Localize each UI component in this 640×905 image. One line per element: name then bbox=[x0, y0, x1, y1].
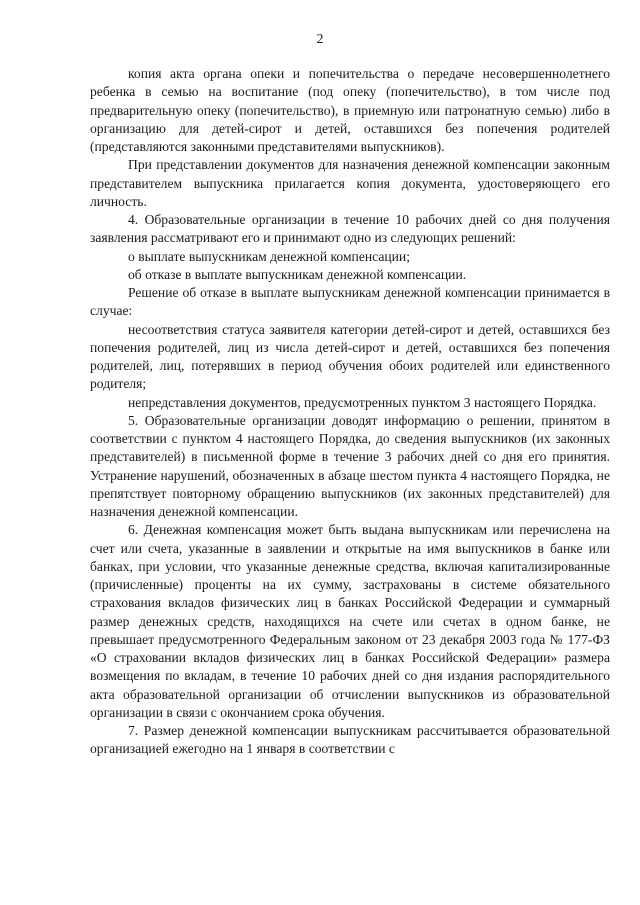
paragraph-decision-payment: о выплате выпускникам денежной компенсации; bbox=[128, 248, 410, 264]
paragraph-decision-refusal: об отказе в выплате выпускникам денежной компенсации. bbox=[128, 266, 467, 282]
paragraph-representative-id: При представлении документов для назначения денежной компенсации законным представителем выпускника прилагается копия документа, удостоверяющего его личность. bbox=[90, 157, 610, 209]
paragraph-status-mismatch: несоответствия статуса заявителя категории детей-сирот и детей, оставшихся без попечения родителей, лиц из числа детей-сирот и детей, оставшихся без попечения родителей, лиц, потерявших в период обучения обоих родителей или единственного родителя; bbox=[90, 321, 610, 392]
document-body bbox=[90, 65, 610, 759]
paragraph-guardianship-act-copy: копия акта органа опеки и попечительства о передаче несовершеннолетнего ребенка в семью на воспитание (под опеку (попечительство), в том числе под предварительную опеку (попечительство), в приемную или патронатную семью) либо в организацию для детей-сирот и детей, оставшихся без попечения родителей (представляются законными представителями выпускников). bbox=[90, 66, 610, 154]
paragraph-item-6: 6. Денежная компенсация может быть выдана выпускникам или перечислена на счет или счета, указанные в заявлении и открытые на имя выпускников в банке или банках, при условии, что указанные денежные средства, включая капитализированные (причисленные) проценты на их сумму, застрахованы в системе обязательного страхования вкладов физических лиц в банках Российской Федерации и суммарный размер денежных средств, находящихся на счете или счетах в одном банке, не превышает предусмотренного Федеральным законом от 23 декабря 2003 года № 177-ФЗ «О страховании вкладов физических лиц в банках Российской Федерации» размера возмещения по вкладам, в течение 10 рабочих дней со дня издания распорядительного акта образовательной организации об отчислении выпускников из образовательной организации в связи с окончанием срока обучения. bbox=[90, 522, 610, 720]
paragraph-item-7: 7. Размер денежной компенсации выпускникам рассчитывается образовательной организацией ежегодно на 1 января в соответствии с bbox=[90, 723, 610, 757]
paragraph-item-5: 5. Образовательные организации доводят информацию о решении, принятом в соответствии с пунктом 4 настоящего Порядка, до сведения выпускников (их законных представителей) в письменной форме в течение 3 рабочих дней со дня его принятия. Устранение нарушений, обозначенных в абзаце шестом пункта 4 настоящего Порядка, не препятствует повторному обращению выпускников (их законных представителей) для назначения денежной компенсации. bbox=[90, 412, 610, 519]
paragraph-item-4: 4. Образовательные организации в течение 10 рабочих дней со дня получения заявления рассматривают его и принимают одно из следующих решений: bbox=[90, 212, 610, 246]
paragraph-refusal-cases: Решение об отказе в выплате выпускникам денежной компенсации принимается в случае: bbox=[90, 285, 610, 319]
page-number: 2 bbox=[316, 32, 324, 47]
paragraph-missing-documents: непредставления документов, предусмотренных пунктом 3 настоящего Порядка. bbox=[128, 394, 597, 410]
